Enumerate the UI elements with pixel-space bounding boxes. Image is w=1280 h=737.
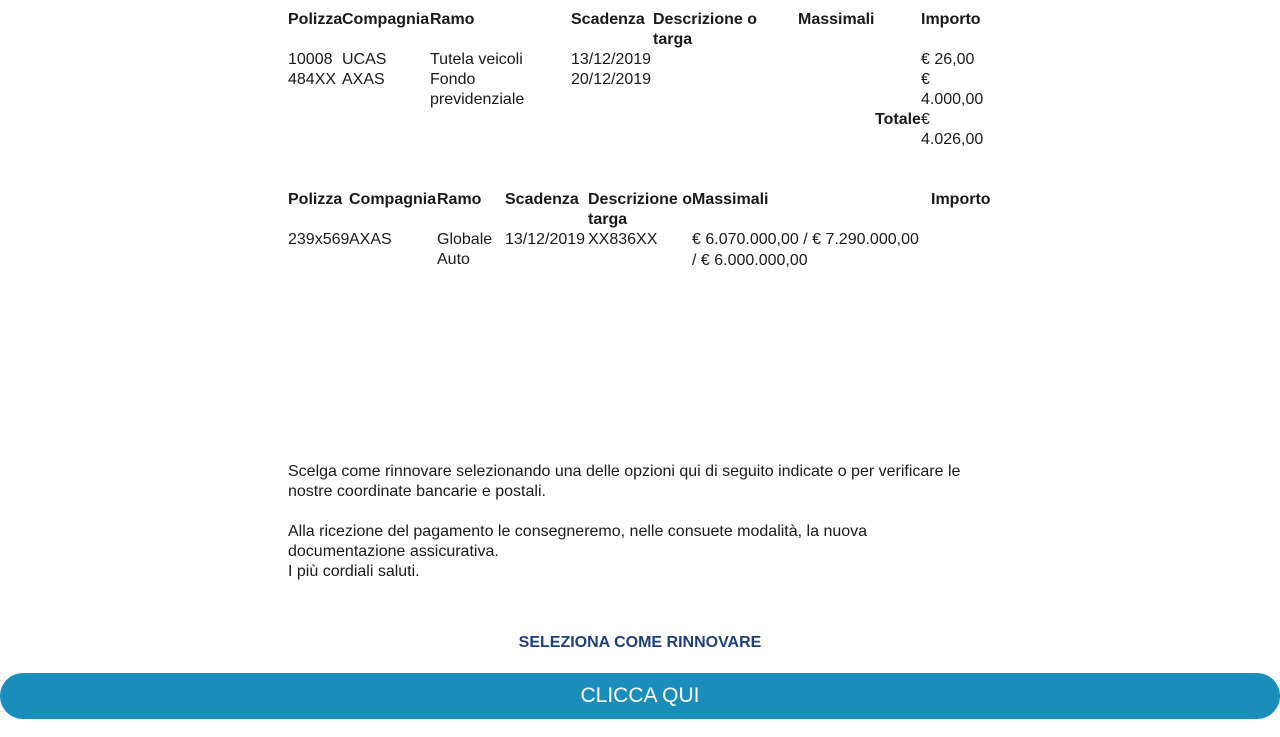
header-descrizione-line2: targa bbox=[588, 211, 628, 228]
header-polizza: Polizza bbox=[288, 191, 343, 208]
cell-importo: € bbox=[921, 71, 930, 88]
header-ramo: Ramo bbox=[437, 191, 482, 208]
header-descrizione-line2: targa bbox=[653, 31, 693, 48]
header-compagnia: Compagnia bbox=[342, 11, 430, 28]
cell-scadenza: 13/12/2019 bbox=[505, 231, 586, 248]
cell-scadenza: 20/12/2019 bbox=[571, 71, 652, 88]
header-importo: Importo bbox=[931, 191, 991, 208]
header-massimali: Massimali bbox=[692, 191, 769, 208]
cell-ramo: Tutela veicoli bbox=[430, 51, 523, 68]
cell-ramo: Fondo bbox=[430, 71, 476, 88]
header-descrizione: Descrizione o bbox=[653, 11, 758, 28]
cell-importo: € 26,00 bbox=[921, 51, 975, 68]
message-line: nostre coordinate bancarie e postali. bbox=[288, 483, 546, 500]
cell-compagnia: UCAS bbox=[342, 51, 387, 68]
cell-massimali: € 6.070.000,00 / € 7.290.000,00 bbox=[692, 231, 919, 248]
header-importo: Importo bbox=[921, 11, 981, 28]
cell-importo-line2: 4.000,00 bbox=[921, 91, 984, 108]
header-scadenza: Scadenza bbox=[571, 11, 645, 28]
cell-compagnia: AXAS bbox=[342, 71, 385, 88]
header-massimali: Massimali bbox=[798, 11, 875, 28]
header-descrizione: Descrizione o bbox=[588, 191, 693, 208]
cell-ramo-line2: Auto bbox=[437, 251, 470, 268]
cell-massimali-line2: / € 6.000.000,00 bbox=[692, 252, 808, 269]
cell-compagnia: AXAS bbox=[349, 231, 392, 248]
cell-ramo: Globale bbox=[437, 231, 493, 248]
cell-descrizione: XX836XX bbox=[588, 231, 658, 248]
cell-polizza: 239x569 bbox=[288, 231, 350, 248]
cell-scadenza: 13/12/2019 bbox=[571, 51, 652, 68]
header-scadenza: Scadenza bbox=[505, 191, 579, 208]
message-line: documentazione assicurativa. bbox=[288, 543, 499, 560]
message-paragraph-2 bbox=[288, 522, 988, 582]
cell-ramo-line2: previdenziale bbox=[430, 91, 525, 108]
header-polizza: Polizza bbox=[288, 11, 343, 28]
cell-polizza: 484XX bbox=[288, 71, 337, 88]
total-label: Totale bbox=[875, 111, 921, 128]
message-line: Scelga come rinnovare selezionando una delle opzioni qui di seguito indicate o per verificare le bbox=[288, 463, 961, 480]
header-ramo: Ramo bbox=[430, 11, 475, 28]
message-line: Alla ricezione del pagamento le consegneremo, nelle consuete modalità, la nuova bbox=[288, 523, 868, 540]
closing-line: I più cordiali saluti. bbox=[288, 563, 420, 580]
header-compagnia: Compagnia bbox=[349, 191, 437, 208]
renew-title: SELEZIONA COME RINNOVARE bbox=[518, 634, 762, 651]
total-value: € bbox=[921, 111, 930, 128]
cell-polizza: 10008 bbox=[288, 51, 333, 68]
message-paragraph-1 bbox=[288, 462, 988, 502]
total-value-line2: 4.026,00 bbox=[921, 131, 984, 148]
click-here-button[interactable]: CLICCA QUI bbox=[0, 673, 1280, 719]
